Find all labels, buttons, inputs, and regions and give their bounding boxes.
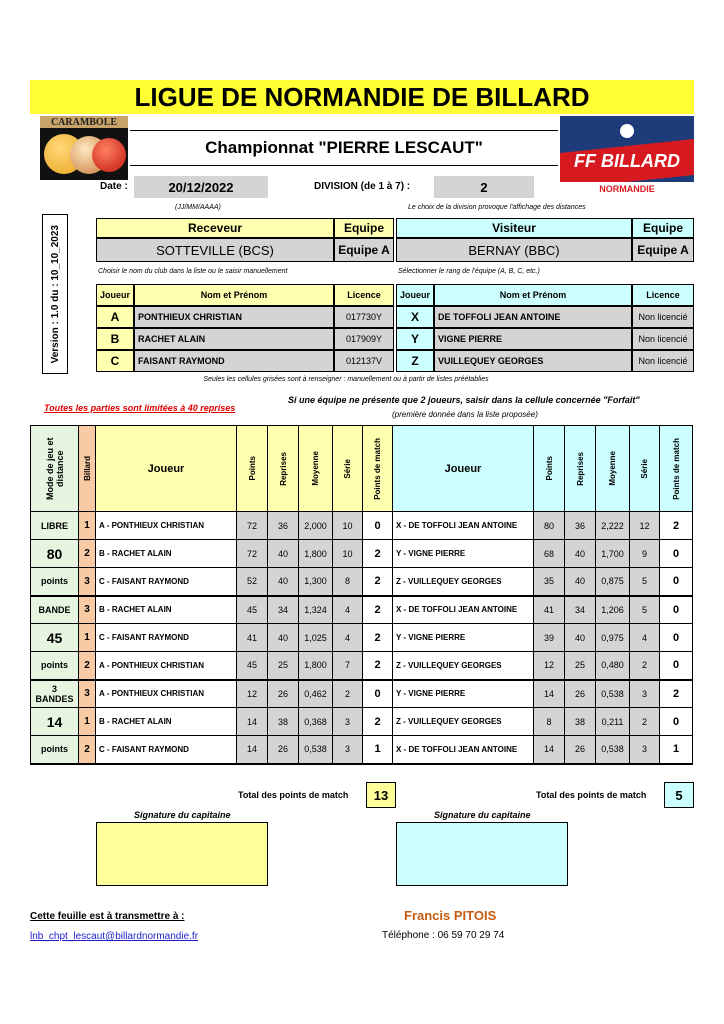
home-pts1-cell[interactable]: 45 <box>237 652 268 680</box>
home-player-cell[interactable]: A - PONTHIEUX CHRISTIAN <box>96 652 237 680</box>
away-match-points-cell: 0 <box>660 540 693 568</box>
away-player-cell[interactable]: X - DE TOFFOLI JEAN ANTOINE <box>393 736 534 764</box>
home-player-licence[interactable]: 017730Y <box>334 306 394 328</box>
away-player-licence[interactable]: Non licencié <box>632 350 694 372</box>
away-rep2-cell[interactable]: 26 <box>565 680 596 708</box>
home-ser1-cell[interactable]: 10 <box>333 512 363 540</box>
contact-phone: Téléphone : 06 59 70 29 74 <box>382 930 505 941</box>
home-ser1-cell[interactable]: 4 <box>333 624 363 652</box>
away-pm-header: Points de match <box>660 426 693 512</box>
away-pts2-cell[interactable]: 14 <box>534 680 565 708</box>
home-rep1-cell[interactable]: 34 <box>268 596 299 624</box>
away-rep2-cell[interactable]: 40 <box>565 568 596 596</box>
transmit-label: Cette feuille est à transmettre à : <box>30 911 185 922</box>
home-match-points-cell: 2 <box>363 568 393 596</box>
away-player-cell[interactable]: Y - VIGNE PIERRE <box>393 624 534 652</box>
away-team-field[interactable]: Equipe A <box>632 238 694 262</box>
away-ser2-cell[interactable]: 5 <box>630 568 660 596</box>
away-player-cell[interactable]: Z - VUILLEQUEY GEORGES <box>393 708 534 736</box>
home-match-points-cell: 2 <box>363 708 393 736</box>
mode-cell: 45 <box>31 624 79 652</box>
home-player-cell[interactable]: A - PONTHIEUX CHRISTIAN <box>96 512 237 540</box>
away-player-licence[interactable]: Non licencié <box>632 328 694 350</box>
billard-cell: 2 <box>79 540 96 568</box>
away-moy2-cell[interactable]: 0,211 <box>596 708 630 736</box>
home-pts1-cell[interactable]: 12 <box>237 680 268 708</box>
home-team-label: Equipe <box>334 218 394 238</box>
billard-cell: 1 <box>79 512 96 540</box>
away-match-points-cell: 1 <box>660 736 693 764</box>
table-row <box>31 596 693 624</box>
results-table <box>30 425 693 765</box>
away-player-name[interactable]: VIGNE PIERRE <box>434 328 632 350</box>
table-row <box>31 512 693 540</box>
home-player-cell[interactable]: C - FAISANT RAYMOND <box>96 736 237 764</box>
home-licence-header: Licence <box>334 284 394 306</box>
home-ser1-cell[interactable]: 3 <box>333 736 363 764</box>
away-label: Visiteur <box>396 218 632 238</box>
away-pts2-cell[interactable]: 41 <box>534 596 565 624</box>
home-player-letter: B <box>96 328 134 350</box>
home-player-cell[interactable]: A - PONTHIEUX CHRISTIAN <box>96 680 237 708</box>
team-note: Sélectionner le rang de l'équipe (A, B, C, etc.) <box>398 268 540 275</box>
away-pts2-cell[interactable]: 39 <box>534 624 565 652</box>
away-ser2-cell[interactable]: 9 <box>630 540 660 568</box>
away-moy2-cell[interactable]: 1,700 <box>596 540 630 568</box>
home-moy1-cell[interactable]: 1,300 <box>299 568 333 596</box>
home-match-points-cell: 0 <box>363 680 393 708</box>
home-signature-box[interactable] <box>96 822 268 886</box>
away-ser2-cell[interactable]: 2 <box>630 708 660 736</box>
home-match-points-cell: 2 <box>363 540 393 568</box>
away-player-cell[interactable]: Z - VUILLEQUEY GEORGES <box>393 568 534 596</box>
away-player-name[interactable]: DE TOFFOLI JEAN ANTOINE <box>434 306 632 328</box>
mode-cell: points <box>31 736 79 764</box>
home-rep1-cell[interactable]: 38 <box>268 708 299 736</box>
home-ser1-cell[interactable]: 4 <box>333 596 363 624</box>
away-player-cell[interactable]: X - DE TOFFOLI JEAN ANTOINE <box>393 596 534 624</box>
home-moy1-cell[interactable]: 1,025 <box>299 624 333 652</box>
home-ser1-cell[interactable]: 8 <box>333 568 363 596</box>
table-row <box>31 736 693 764</box>
division-label: DIVISION (de 1 à 7) : <box>314 181 411 192</box>
billard-cell: 3 <box>79 680 96 708</box>
away-ser2-cell[interactable]: 3 <box>630 680 660 708</box>
table-header-row <box>31 426 693 512</box>
away-moyenne-header: Moyenne <box>596 426 630 512</box>
away-ser2-cell[interactable]: 2 <box>630 652 660 680</box>
home-moy1-cell[interactable]: 2,000 <box>299 512 333 540</box>
table-row <box>31 568 693 596</box>
away-reprises-header: Reprises <box>565 426 596 512</box>
home-pts1-cell[interactable]: 52 <box>237 568 268 596</box>
division-note: Le choix de la division provoque l'affichage des distances <box>408 204 586 211</box>
away-player-letter: X <box>396 306 434 328</box>
away-pts2-cell[interactable]: 14 <box>534 736 565 764</box>
table-row <box>31 540 693 568</box>
home-rep1-cell[interactable]: 36 <box>268 512 299 540</box>
away-pts2-cell[interactable]: 68 <box>534 540 565 568</box>
away-match-points-cell: 0 <box>660 708 693 736</box>
mode-cell: 14 <box>31 708 79 736</box>
home-pts1-cell[interactable]: 41 <box>237 624 268 652</box>
date-field[interactable]: 20/12/2022 <box>134 176 268 198</box>
home-player-cell[interactable]: B - RACHET ALAIN <box>96 596 237 624</box>
grey-cells-note: Seules les cellules grisées sont à renseigner : manuellement ou à partir de listes préétablies <box>203 376 489 383</box>
away-points-header: Points <box>534 426 565 512</box>
home-total-label: Total des points de match <box>238 790 349 800</box>
home-player-name[interactable]: FAISANT RAYMOND <box>134 350 334 372</box>
home-player-header: Joueur <box>96 426 237 512</box>
away-match-points-cell: 0 <box>660 652 693 680</box>
away-ser2-cell[interactable]: 3 <box>630 736 660 764</box>
away-ser2-cell[interactable]: 5 <box>630 596 660 624</box>
championship-title: Championnat "PIERRE LESCAUT" <box>130 130 558 166</box>
home-ser1-cell[interactable]: 3 <box>333 708 363 736</box>
forfait-note-2: (première donnée dans la liste proposée) <box>392 410 538 419</box>
mode-header: Mode de jeu et distance <box>31 426 79 512</box>
mode-cell: 3 BANDES <box>31 680 79 708</box>
table-row <box>31 680 693 708</box>
table-row <box>31 652 693 680</box>
billard-cell: 1 <box>79 708 96 736</box>
table-row <box>31 708 693 736</box>
mode-cell: points <box>31 568 79 596</box>
away-total-value: 5 <box>664 782 694 808</box>
billard-header: Billard <box>79 426 96 512</box>
ff-billard-logo: FF BILLARD NORMANDIE <box>560 116 694 196</box>
home-player-letter: A <box>96 306 134 328</box>
reprises-note: Toutes les parties sont limitées à 40 reprises <box>44 403 236 413</box>
forfait-note: Si une équipe ne présente que 2 joueurs, saisir dans la cellule concernée "Forfait" <box>288 395 640 405</box>
home-rep1-cell[interactable]: 25 <box>268 652 299 680</box>
away-match-points-cell: 0 <box>660 624 693 652</box>
away-rep2-cell[interactable]: 40 <box>565 540 596 568</box>
away-moy2-cell[interactable]: 1,206 <box>596 596 630 624</box>
home-moy1-cell[interactable]: 1,800 <box>299 540 333 568</box>
away-match-points-cell: 0 <box>660 568 693 596</box>
home-moy1-cell[interactable]: 0,462 <box>299 680 333 708</box>
home-rep1-cell[interactable]: 40 <box>268 624 299 652</box>
away-pts2-cell[interactable]: 12 <box>534 652 565 680</box>
away-match-points-cell: 0 <box>660 596 693 624</box>
players-list <box>96 306 694 372</box>
version-box: Version : 1.0 du : 10_10_2023 <box>42 214 68 374</box>
away-rep2-cell[interactable]: 38 <box>565 708 596 736</box>
club-note: Choisir le nom du club dans la liste ou le saisir manuellement <box>98 268 288 275</box>
date-format-note: (JJ/MM/AAAA) <box>175 204 221 211</box>
away-moy2-cell[interactable]: 0,875 <box>596 568 630 596</box>
home-moyenne-header: Moyenne <box>299 426 333 512</box>
home-total-value: 13 <box>366 782 396 808</box>
email-link[interactable]: lnb_chpt_lescaut@billardnormandie.fr <box>30 931 199 942</box>
home-joueur-header: Joueur <box>96 284 134 306</box>
away-player-cell[interactable]: Y - VIGNE PIERRE <box>393 540 534 568</box>
away-player-licence[interactable]: Non licencié <box>632 306 694 328</box>
contact-name: Francis PITOIS <box>404 908 497 923</box>
date-label: Date : <box>100 181 128 192</box>
billard-cell: 3 <box>79 596 96 624</box>
away-rep2-cell[interactable]: 25 <box>565 652 596 680</box>
billard-cell: 1 <box>79 624 96 652</box>
home-pts1-cell[interactable]: 14 <box>237 736 268 764</box>
home-match-points-cell: 0 <box>363 512 393 540</box>
home-ser1-cell[interactable]: 7 <box>333 652 363 680</box>
away-player-name[interactable]: VUILLEQUEY GEORGES <box>434 350 632 372</box>
away-total-label: Total des points de match <box>536 790 647 800</box>
home-points-header: Points <box>237 426 268 512</box>
home-player-cell[interactable]: C - FAISANT RAYMOND <box>96 624 237 652</box>
mode-cell: 80 <box>31 540 79 568</box>
home-player-licence[interactable]: 017909Y <box>334 328 394 350</box>
away-joueur-header: Joueur <box>396 284 434 306</box>
home-moy1-cell[interactable]: 0,368 <box>299 708 333 736</box>
away-licence-header: Licence <box>632 284 694 306</box>
home-rep1-cell[interactable]: 26 <box>268 680 299 708</box>
home-player-name[interactable]: PONTHIEUX CHRISTIAN <box>134 306 334 328</box>
division-field[interactable]: 2 <box>434 176 534 198</box>
home-match-points-cell: 2 <box>363 596 393 624</box>
away-ser2-cell[interactable]: 4 <box>630 624 660 652</box>
away-pts2-cell[interactable]: 8 <box>534 708 565 736</box>
away-player-cell[interactable]: Z - VUILLEQUEY GEORGES <box>393 652 534 680</box>
home-rep1-cell[interactable]: 26 <box>268 736 299 764</box>
table-row <box>31 624 693 652</box>
home-player-name[interactable]: RACHET ALAIN <box>134 328 334 350</box>
away-club-field[interactable]: BERNAY (BBC) <box>396 238 632 262</box>
away-nom-header: Nom et Prénom <box>434 284 632 306</box>
home-moy1-cell[interactable]: 0,538 <box>299 736 333 764</box>
away-match-points-cell: 2 <box>660 512 693 540</box>
away-rep2-cell[interactable]: 36 <box>565 512 596 540</box>
away-player-cell[interactable]: X - DE TOFFOLI JEAN ANTOINE <box>393 512 534 540</box>
home-pts1-cell[interactable]: 14 <box>237 708 268 736</box>
home-rep1-cell[interactable]: 40 <box>268 540 299 568</box>
home-player-licence[interactable]: 012137V <box>334 350 394 372</box>
away-player-letter: Z <box>396 350 434 372</box>
away-pts2-cell[interactable]: 80 <box>534 512 565 540</box>
home-nom-header: Nom et Prénom <box>134 284 334 306</box>
home-reprises-header: Reprises <box>268 426 299 512</box>
away-signature-label: Signature du capitaine <box>434 810 531 820</box>
page-title: LIGUE DE NORMANDIE DE BILLARD <box>30 80 694 114</box>
home-player-cell[interactable]: B - RACHET ALAIN <box>96 708 237 736</box>
away-signature-box[interactable] <box>396 822 568 886</box>
away-ser2-cell[interactable]: 12 <box>630 512 660 540</box>
away-team-label: Equipe <box>632 218 694 238</box>
home-match-points-cell: 2 <box>363 652 393 680</box>
home-moy1-cell[interactable]: 1,800 <box>299 652 333 680</box>
away-match-points-cell: 2 <box>660 680 693 708</box>
home-pm-header: Points de match <box>363 426 393 512</box>
away-moy2-cell[interactable]: 0,538 <box>596 736 630 764</box>
home-label: Receveur <box>96 218 334 238</box>
away-player-header: Joueur <box>393 426 534 512</box>
home-ser1-cell[interactable]: 10 <box>333 540 363 568</box>
billard-cell: 2 <box>79 736 96 764</box>
home-pts1-cell[interactable]: 72 <box>237 540 268 568</box>
away-rep2-cell[interactable]: 34 <box>565 596 596 624</box>
home-serie-header: Série <box>333 426 363 512</box>
home-match-points-cell: 2 <box>363 624 393 652</box>
home-player-cell[interactable]: B - RACHET ALAIN <box>96 540 237 568</box>
away-serie-header: Série <box>630 426 660 512</box>
home-player-cell[interactable]: C - FAISANT RAYMOND <box>96 568 237 596</box>
home-pts1-cell[interactable]: 72 <box>237 512 268 540</box>
carambole-logo: CARAMBOLE <box>40 116 128 180</box>
home-club-field[interactable]: SOTTEVILLE (BCS) <box>96 238 334 262</box>
home-moy1-cell[interactable]: 1,324 <box>299 596 333 624</box>
mode-cell: points <box>31 652 79 680</box>
away-moy2-cell[interactable]: 0,480 <box>596 652 630 680</box>
mode-cell: BANDE <box>31 596 79 624</box>
home-match-points-cell: 1 <box>363 736 393 764</box>
home-player-letter: C <box>96 350 134 372</box>
away-moy2-cell[interactable]: 0,975 <box>596 624 630 652</box>
away-pts2-cell[interactable]: 35 <box>534 568 565 596</box>
home-ser1-cell[interactable]: 2 <box>333 680 363 708</box>
away-rep2-cell[interactable]: 26 <box>565 736 596 764</box>
billard-cell: 3 <box>79 568 96 596</box>
away-player-cell[interactable]: Y - VIGNE PIERRE <box>393 680 534 708</box>
home-signature-label: Signature du capitaine <box>134 810 231 820</box>
home-team-field[interactable]: Equipe A <box>334 238 394 262</box>
away-rep2-cell[interactable]: 40 <box>565 624 596 652</box>
home-pts1-cell[interactable]: 45 <box>237 596 268 624</box>
away-moy2-cell[interactable]: 0,538 <box>596 680 630 708</box>
home-rep1-cell[interactable]: 40 <box>268 568 299 596</box>
away-moy2-cell[interactable]: 2,222 <box>596 512 630 540</box>
mode-cell: LIBRE <box>31 512 79 540</box>
billard-cell: 2 <box>79 652 96 680</box>
away-player-letter: Y <box>396 328 434 350</box>
